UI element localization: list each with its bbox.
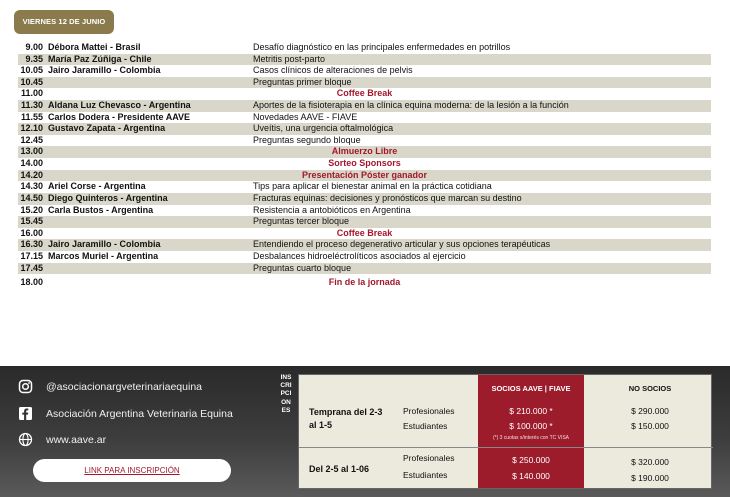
price-no-socios: $ 320.000 <box>631 457 669 467</box>
schedule-time: 10.45 <box>20 76 43 87</box>
schedule-row <box>18 228 711 240</box>
schedule-row <box>18 100 711 112</box>
schedule-speaker: Jairo Jaramillo - Colombia <box>48 239 161 250</box>
category-label: Estudiantes <box>403 470 448 480</box>
schedule-time: 11.30 <box>20 100 43 111</box>
schedule-speaker: Diego Quinteros - Argentina <box>48 192 168 203</box>
schedule-row <box>18 65 711 77</box>
schedule-row <box>18 251 711 263</box>
schedule-time: 12.10 <box>20 123 43 134</box>
schedule-topic: Entendiendo el proceso degenerativo articular y sus opciones terapéuticas <box>253 239 551 250</box>
schedule-time: 14.30 <box>20 181 43 192</box>
schedule-row <box>18 112 711 124</box>
category-label: Estudiantes <box>403 421 448 431</box>
schedule-time: 10.05 <box>20 65 43 76</box>
globe-icon <box>18 432 33 447</box>
registration-link-button[interactable]: LINK PARA INSCRIPCIÓN <box>33 459 231 482</box>
schedule-speaker: Ariel Corse - Argentina <box>48 181 146 192</box>
schedule-table <box>18 42 711 291</box>
schedule-row <box>18 158 711 170</box>
schedule-topic: Fracturas equinas: decisiones y pronósticos que marcan su destino <box>253 192 522 203</box>
schedule-time: 16.00 <box>20 227 43 238</box>
schedule-special-event: Sorteo Sponsors <box>328 158 401 169</box>
schedule-row <box>18 88 711 100</box>
schedule-speaker: Aldana Luz Chevasco - Argentina <box>48 100 191 111</box>
schedule-speaker: Jairo Jaramillo - Colombia <box>48 65 161 76</box>
schedule-row <box>18 239 711 251</box>
schedule-topic: Novedades AAVE - FIAVE <box>253 111 358 122</box>
schedule-topic: Desbalances hidroeléctrolíticos asociados al ejercicio <box>253 250 466 261</box>
schedule-speaker: Carla Bustos - Argentina <box>48 204 154 215</box>
schedule-row <box>18 205 711 217</box>
schedule-time: 15.45 <box>20 216 43 227</box>
schedule-time: 11.00 <box>20 88 43 99</box>
schedule-topic: Metritis post-parto <box>253 53 326 64</box>
schedule-row <box>18 181 711 193</box>
schedule-time: 12.45 <box>20 134 43 145</box>
period-early-label: Temprana del 2-3 al 1-5 <box>309 407 383 430</box>
schedule-time: 9.35 <box>25 53 43 64</box>
schedule-topic: Preguntas primer bloque <box>253 76 352 87</box>
schedule-row <box>18 263 711 275</box>
socios-header: SOCIOS AAVE | FIAVE <box>478 375 584 399</box>
schedule-special-event: Fin de la jornada <box>328 277 401 288</box>
schedule-time: 16.30 <box>20 239 43 250</box>
schedule-topic: Preguntas segundo bloque <box>253 134 361 145</box>
schedule-time: 17.45 <box>20 262 43 273</box>
schedule-row <box>18 193 711 205</box>
schedule-topic: Aportes de la fisioterapia en la clínica equina moderna: de la lesión a la función <box>253 100 569 111</box>
schedule-special-event: Presentación Póster ganador <box>301 169 428 180</box>
price-socios: $ 210.000 * <box>509 406 553 416</box>
schedule-special-event: Almuerzo Libre <box>331 146 398 157</box>
schedule-speaker: María Paz Zúñiga - Chile <box>48 53 152 64</box>
day-badge: VIERNES 12 DE JUNIO <box>14 10 114 34</box>
schedule-topic: Resistencia a antobióticos en Argentina <box>253 204 411 215</box>
schedule-topic: Tips para aplicar el bienestar animal en la práctica cotidiana <box>253 181 492 192</box>
schedule-time: 18.00 <box>20 277 43 288</box>
facebook-contact[interactable] <box>18 406 233 421</box>
schedule-special-event: Coffee Break <box>336 227 393 238</box>
price-no-socios: $ 290.000 <box>631 406 669 416</box>
schedule-topic: Preguntas cuarto bloque <box>253 262 352 273</box>
schedule-row <box>18 42 711 54</box>
schedule-row <box>18 77 711 89</box>
inscripciones-vertical-label: INSCRIPCIONES <box>280 374 292 414</box>
schedule-row <box>18 54 711 66</box>
schedule-time: 11.55 <box>20 111 43 122</box>
schedule-row <box>18 170 711 182</box>
schedule-topic: Uveítis, una urgencia oftalmológica <box>253 123 394 134</box>
schedule-time: 14.50 <box>20 192 43 203</box>
price-socios: $ 100.000 * <box>509 421 553 431</box>
schedule-time: 17.15 <box>20 250 43 261</box>
schedule-topic: Casos clínicos de alteraciones de pelvis <box>253 65 413 76</box>
instagram-contact[interactable] <box>18 379 202 394</box>
facebook-icon <box>18 406 33 421</box>
instagram-icon <box>18 379 33 394</box>
category-label: Profesionales <box>403 453 455 463</box>
instagram-handle: @asociacionargveterinariaequina <box>46 380 203 393</box>
schedule-speaker: Marcos Muriel - Argentina <box>48 250 159 261</box>
fee-table <box>298 374 712 489</box>
footer <box>0 366 730 497</box>
category-label: Profesionales <box>403 406 455 416</box>
installments-note: (*) 3 cuotas s/interés con TC VISA <box>492 435 570 441</box>
website-contact[interactable] <box>18 432 106 447</box>
schedule-row <box>18 146 711 158</box>
schedule-time: 15.20 <box>20 204 43 215</box>
schedule-row <box>18 123 711 135</box>
website-url: www.aave.ar <box>46 433 107 446</box>
schedule-row <box>18 274 711 291</box>
schedule-time: 14.00 <box>20 158 43 169</box>
no-socios-header: NO SOCIOS <box>628 384 672 393</box>
price-socios: $ 250.000 <box>512 455 550 465</box>
schedule-row <box>18 135 711 147</box>
price-no-socios: $ 150.000 <box>631 421 669 431</box>
schedule-row <box>18 216 711 228</box>
schedule-special-event: Coffee Break <box>336 88 393 99</box>
schedule-speaker: Carlos Dodera - Presidente AAVE <box>48 111 191 122</box>
facebook-name: Asociación Argentina Veterinaria Equina <box>46 407 233 420</box>
schedule-speaker: Gustavo Zapata - Argentina <box>48 123 166 134</box>
schedule-time: 14.20 <box>20 169 43 180</box>
price-no-socios: $ 190.000 <box>631 473 669 483</box>
price-socios: $ 140.000 <box>512 471 550 481</box>
schedule-time: 9.00 <box>25 42 43 52</box>
schedule-time: 13.00 <box>20 146 43 157</box>
schedule-topic: Preguntas tercer bloque <box>253 216 350 227</box>
period-divider <box>299 447 713 448</box>
schedule-topic: Desafío diagnóstico en las principales enfermedades en potrillos <box>253 42 511 52</box>
period-late-label: Del 2-5 al 1-06 <box>309 464 370 474</box>
schedule-speaker: Débora Mattei - Brasil <box>48 42 141 52</box>
